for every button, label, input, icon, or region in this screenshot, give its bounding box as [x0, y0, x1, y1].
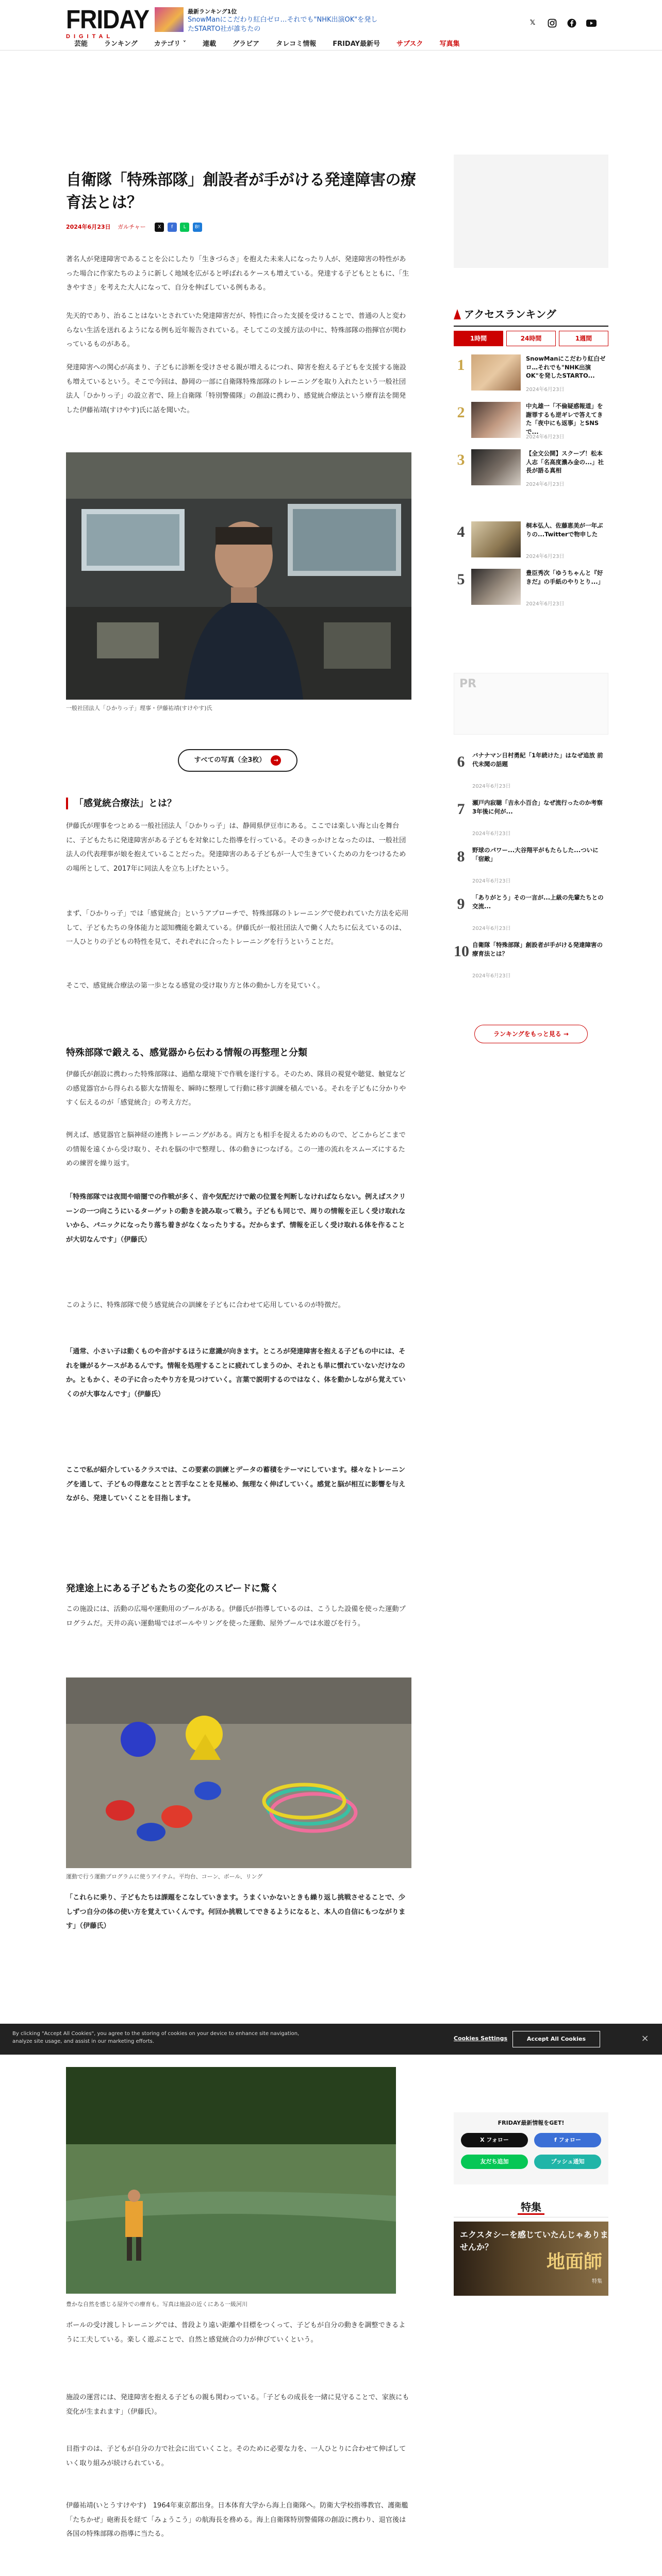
- ranking-date: 2024年6月23日: [526, 482, 565, 487]
- ranking-title-text: 「ありがとう」その一言が...上級の先輩たちとの交流...: [472, 894, 604, 910]
- nav-item-tarekomi[interactable]: タレコミ情報: [276, 40, 317, 48]
- ranking-title-text: 豊臣秀次「ゆうちゃんと『好きだ』の手紙のやりとり...」: [526, 569, 604, 585]
- tokushu-big-text: 地面師: [546, 2251, 602, 2273]
- rank-number: 10: [454, 943, 469, 960]
- nav-item-photobook[interactable]: 写真集: [439, 40, 460, 48]
- ranking-date: 2024年6月23日: [526, 434, 565, 440]
- ranking-title-text: 野球のパワー...大谷翔平がもたらした...ついに「宿敵」: [472, 846, 599, 862]
- ranking-date: 2024年6月23日: [472, 878, 511, 884]
- article-paragraph: まず、「ひかりっ子」では「感覚統合」というアプローチで、特殊部隊のトレーニングで使われていた方法を応用して、子どもたちの身体能力と認知機能を鍛えている。伊藤氏が一般社団法人で働く人たちに伝えているのは、一人ひとりの子どもの特性を見て、それぞれに合ったトレーニングを行うということだ。: [66, 910, 409, 946]
- top-news-thumbnail: [155, 7, 184, 32]
- cookie-message: By clicking "Accept All Cookies", you agree to the storing of cookies on your device to enhance site navigation, analyze site usage, and assist in our marketing efforts.: [12, 2031, 300, 2044]
- all-photos-label: すべての写真（全3枚）: [194, 756, 266, 764]
- ranking-thumbnail: [471, 449, 521, 485]
- tokushu-heading: [454, 2199, 608, 2217]
- sidebar-ad-slot[interactable]: [454, 155, 608, 268]
- article-meta: [66, 223, 417, 235]
- ranking-item[interactable]: [454, 402, 608, 445]
- ranking-item[interactable]: [454, 751, 608, 794]
- section-heading: 特殊部隊で鍛える、感覚器から伝わる情報の再整理と分類: [66, 1047, 307, 1058]
- pr-label: PR: [459, 677, 477, 690]
- section-heading: 「感覚統合療法」とは？: [66, 798, 411, 809]
- tokushu-banner[interactable]: [454, 2222, 608, 2296]
- top-news-label: 最新ランキング1位: [188, 8, 237, 15]
- logo-text: FRIDAY: [66, 4, 149, 34]
- ranking-thumbnail: [471, 569, 521, 605]
- ranking-item[interactable]: [454, 846, 608, 889]
- accept-cookies-button[interactable]: Accept All Cookies: [512, 2031, 600, 2047]
- x-icon[interactable]: 𝕏: [529, 19, 536, 27]
- ranking-item[interactable]: [454, 521, 608, 565]
- ranking-item[interactable]: [454, 354, 608, 398]
- rank-number: 7: [457, 801, 465, 818]
- ranking-title-text: バナナマン日村勇紀「1年続けた」はなぜ追放 前代未聞の話題: [472, 752, 603, 768]
- share-hatena-icon[interactable]: B!: [193, 223, 202, 232]
- ranking-date: 2024年6月23日: [472, 831, 511, 837]
- tab-1w[interactable]: 1週間: [559, 331, 608, 346]
- article-paragraph: 例えば、感覚器官と脳神経の連携トレーニングがある。両方とも相手を捉えるためのもので、どこからどこまでの情報を遠くから受け取り、それを脳の中で整理し、体の動きにつなげる。この一連の流れをスムーズにするための練習を繰り返す。: [66, 1131, 406, 1168]
- tab-1h[interactable]: 1時間: [454, 331, 503, 346]
- ranking-date: 2024年6月23日: [526, 387, 565, 393]
- article-photo-river[interactable]: [66, 2067, 396, 2294]
- rank-number: 5: [457, 571, 465, 588]
- article-paragraph: そこで、感覚統合療法の第一歩となる感覚の受け取り方と体の動かし方を見ていく。: [66, 982, 324, 990]
- site-header: [0, 0, 662, 50]
- rank-number: 6: [457, 753, 465, 770]
- top-news-banner[interactable]: [155, 7, 382, 32]
- article-paragraph: 伊藤氏が創設に携わった特殊部隊は、過酷な環境下で作戦を遂行する。そのため、隊員の視覚や聴覚、触覚などの感覚器官から得られる膨大な情報を、瞬時に整理して行動に移す訓練を積んでいる。それを子どもに分かりやすく伝えるのが「感覚統合」の考え方だ。: [66, 1071, 406, 1107]
- article-quote: 「通常、小さい子は動くものや音がするほうに意識が向きます。ところが発達障害を抱える子どもの中には、それを嫌がるケースがあるんです。情報を処理することに疲れてしまうのか、それとも単に慣れていないだけなのか。ともかく、その子に合ったやり方を見つけていく。言葉で説明するのではなく、体を動かしながら覚えていくのが大事なんです」（伊藤氏）: [66, 1348, 406, 1399]
- follow-line-button[interactable]: 友だち追加: [461, 2155, 528, 2169]
- arrow-right-icon: →: [271, 755, 281, 766]
- ranking-title-text: SnowManにこだわり紅白ゼロ…それでも"NHK出演OK"を発したSTARTO...: [526, 355, 606, 380]
- photo-caption: 一般社団法人「ひかりっ子」理事・伊藤祐靖(すけやす)氏: [66, 705, 212, 711]
- ranking-title-text: 自衛隊「特殊部隊」創設者が手がける発達障害の療育法とは？: [472, 941, 603, 957]
- ranking-tabs: [454, 331, 608, 346]
- section-heading: 発達途上にある子どもたちの変化のスピードに驚く: [66, 1583, 279, 1594]
- article-paragraph: 著名人が発達障害であることを公にしたり「生きづらさ」を抱えた未来人になったり人が、発達障害の特性があった場合に作家たちのように新しく地域を広がると呼ばれるケースも増えている。発達する子どもとともに、「生きやすさ」を考えた大人になって、自分を伸ばしている例もある。: [66, 256, 409, 292]
- crown-icon: [454, 309, 461, 319]
- ranking-date: 2024年6月23日: [526, 601, 565, 607]
- push-notify-button[interactable]: プッシュ通知: [534, 2155, 601, 2169]
- tokushu-title: 特集: [518, 2201, 544, 2215]
- article-paragraph: 先天的であり、治ることはないとされていた発達障害だが、特性に合った支援を受けることで、普通の人と変わらない生活を送れるようになる例も近年報告されている。そしてこの支援方法の中に、特殊部隊の指揮官が関わっているものがある。: [66, 312, 406, 349]
- ranking-title-text: 中丸雄一「不倫疑惑報道」を謝罪するも逆ギレで答えてきた「夜中にも返事」とSNSで...: [526, 402, 603, 436]
- article-title: 自衛隊「特殊部隊」創設者が手がける発達障害の療育法とは？: [66, 171, 416, 212]
- article-paragraph: 目指すのは、子どもが自分の力で社会に出ていくこと。そのために必要な力を、一人ひとりに合わせて伸ばしていく取り組みが続けられている。: [66, 2445, 406, 2467]
- youtube-icon[interactable]: [585, 16, 598, 30]
- rank-number: 8: [457, 848, 465, 865]
- ranking-thumbnail: [471, 354, 521, 391]
- ranking-item[interactable]: [454, 569, 608, 612]
- photo-caption: 運動で行う運動プログラムに使うアイテム。平均台、コーン、ボール、リング: [66, 1873, 263, 1880]
- nav-item-latest-issue[interactable]: FRIDAY最新号: [333, 40, 380, 48]
- ranking-date: 2024年6月23日: [526, 554, 565, 560]
- tokushu-tagline: エクスタシーを感じていたんじゃありませんか？: [460, 2230, 608, 2252]
- ranking-date: 2024年6月23日: [472, 784, 511, 789]
- ranking-item[interactable]: [454, 449, 608, 493]
- article-paragraph: 発達障害への関心が高まり、子どもに診断を受けさせる親が増えるにつれ、障害を抱える子どもを支援する施設も増えているという。そこで今回は、静岡の一部に自衛隊特殊部隊のトレーニングを取り入れたという一般社団法人「ひかりっ子」の設立者で、陸上自衛隊「特別警備隊」の創設に携わり、感覚統合療法という療育法を開発した伊藤祐靖(すけやす)氏に話を聞いた。: [66, 364, 406, 415]
- ranking-title-text: 瀬戸内寂聴「吉永小百合」なぜ流行ったのか考察 3年後に何が...: [472, 799, 603, 815]
- nav-item-category[interactable]: カテゴリ ˅: [154, 40, 187, 48]
- rank-number: 3: [457, 451, 465, 468]
- article-paragraph: この施設には、活動の広場や運動用のプールがある。伊藤氏が指導しているのは、こうした設備を使った運動プログラムだ。天井の高い運動場ではボールやリングを使った運動、屋外プールでは水遊びを行う。: [66, 1605, 406, 1628]
- article-paragraph: 伊藤氏が理事をつとめる一般社団法人「ひかりっ子」は、静岡県伊豆市にある。ここでは楽しい海と山を舞台に、子どもたちに発達障害がある子どもを対象にした指導を行っている。そのきっかけとなったのは、一般社団法人の代表理事が娘を抱えていることだった。発達障害のある子どもが一人で生きていくための力をつけるための場所として、2017年に同法人を立ち上げたという。: [66, 822, 406, 873]
- ranking-date: 2024年6月23日: [472, 926, 511, 931]
- facebook-icon[interactable]: [565, 16, 578, 30]
- article-paragraph: ボールの受け渡しトレーニングでは、普段より遠い距離や目標をつくって、子どもが自分の動きを調整できるように工夫している。楽しく遊ぶことで、自然と感覚統合の力が伸びていくという。: [66, 2321, 406, 2344]
- close-icon[interactable]: ×: [641, 2033, 649, 2044]
- instagram-icon[interactable]: [545, 16, 559, 30]
- ranking-thumbnail: [471, 521, 521, 557]
- nav-item-geino[interactable]: 芸能: [74, 40, 88, 48]
- nav-item-subscription[interactable]: サブスク: [396, 40, 423, 48]
- article-category[interactable]: ガルチャー: [118, 224, 146, 230]
- rank-number: 2: [457, 404, 465, 421]
- tokushu-small-text: 特集: [592, 2279, 602, 2284]
- nav-item-ranking[interactable]: ランキング: [104, 40, 138, 48]
- ranking-item[interactable]: [454, 941, 608, 984]
- share-facebook-icon[interactable]: f: [168, 223, 177, 232]
- follow-x-button[interactable]: X フォロー: [461, 2133, 528, 2147]
- all-photos-button[interactable]: [178, 749, 297, 772]
- article-paragraph: ここで私が紹介しているクラスでは、この要素の訓練とデータの蓄積をテーマにしています。様々なトレーニングを通して、子どもの得意なことと苦手なことを見極め、無理なく伸ばしていく。感覚と脳が相互に影響を与えながら、発達していくことを目指します。: [66, 1466, 406, 1503]
- rank-number: 9: [457, 895, 465, 912]
- logo-subtext: DIGITAL: [66, 33, 114, 40]
- article-photo-equipment[interactable]: [66, 1677, 411, 1868]
- global-nav: [66, 38, 468, 50]
- article-photo-interview[interactable]: [66, 452, 411, 700]
- sponsored-slot[interactable]: [454, 673, 608, 735]
- share-x-icon[interactable]: X: [155, 223, 164, 232]
- nav-item-gravure[interactable]: グラビア: [233, 40, 260, 48]
- ranking-date: 2024年6月23日: [472, 973, 511, 979]
- ranking-title-text: 桐本弘人、佐藤恵美が一年ぶりの...Twitterで物申した: [526, 522, 603, 538]
- ranking-item[interactable]: [454, 893, 608, 937]
- author-bio: 伊藤祐靖(いとうすけやす) 1964年東京都出身。日本体育大学から海上自衛隊へ。防衛大学校指導教官、護衛艦「たちかぜ」砲術長を経て「みょうこう」の航海長を務める。海上自衛隊特別警備隊の創設に携わり、退官後は各国の特殊部隊の指導に当たる。: [66, 2502, 408, 2538]
- tab-24h[interactable]: 24時間: [506, 331, 556, 346]
- ranking-thumbnail: [471, 402, 521, 438]
- follow-title: FRIDAY最新情報をGET!: [498, 2120, 565, 2126]
- cookie-settings-link[interactable]: Cookies Settings: [454, 2035, 508, 2042]
- ranking-more-button[interactable]: ランキングをもっと見る →: [474, 1025, 588, 1043]
- cookie-consent-bar: [0, 2024, 662, 2055]
- ranking-title: アクセスランキング: [464, 308, 556, 320]
- ranking-title-text: 【全文公開】スクープ！松本人志「名高度濃み金の...」社長が語る真相: [526, 450, 604, 474]
- article-quote: 「これらに乗り、子どもたちは課題をこなしていきます。うまくいかないときも繰り返し挑戦させることで、少しずつ自分の体の使い方を覚えていくんです。何回か挑戦してできるようになると、本人の自信にもつながります」（伊藤氏）: [66, 1894, 406, 1930]
- article-quote: 「特殊部隊では夜間や暗闇での作戦が多く、音や気配だけで敵の位置を判断しなければならない。例えばスクリーンの一つ向こうにいるターゲットの動きを読み取って戦う。子どもも同じで、周りの情報を正しく受け取れないから、パニックになったり落ち着きがなくなったりする。だからまず、情報を正しく受け取れる体を作ることが大切なんです」（伊藤氏）: [66, 1193, 406, 1244]
- article-date: 2024年6月23日: [66, 224, 111, 230]
- rank-number: 4: [457, 523, 465, 540]
- nav-item-rensai[interactable]: 連載: [203, 40, 217, 48]
- ranking-header: [454, 302, 608, 327]
- photo-caption: 豊かな自然を感じる屋外での療育も。写真は施設の近くにある一級河川: [66, 2301, 247, 2308]
- rank-number: 1: [457, 357, 465, 374]
- follow-facebook-button[interactable]: f フォロー: [534, 2133, 601, 2147]
- follow-box: [454, 2112, 608, 2184]
- article-paragraph: このように、特殊部隊で使う感覚統合の訓練を子どもに合わせて応用しているのが特徴だ。: [66, 1301, 345, 1309]
- ranking-item[interactable]: [454, 799, 608, 842]
- ranking-more-label: ランキングをもっと見る: [493, 1030, 561, 1038]
- site-logo[interactable]: [66, 4, 149, 40]
- article-paragraph: 施設の運営には、発達障害を抱える子どもの親も関わっている。「子どもの成長を一緒に見守ることで、家族にも変化が生まれます」（伊藤氏）。: [66, 2394, 409, 2416]
- share-line-icon[interactable]: L: [180, 223, 189, 232]
- top-news-title[interactable]: SnowManにこだわり紅白ゼロ…それでも"NHK出演OK"を発したSTARTO社が誰ちたの: [188, 16, 378, 33]
